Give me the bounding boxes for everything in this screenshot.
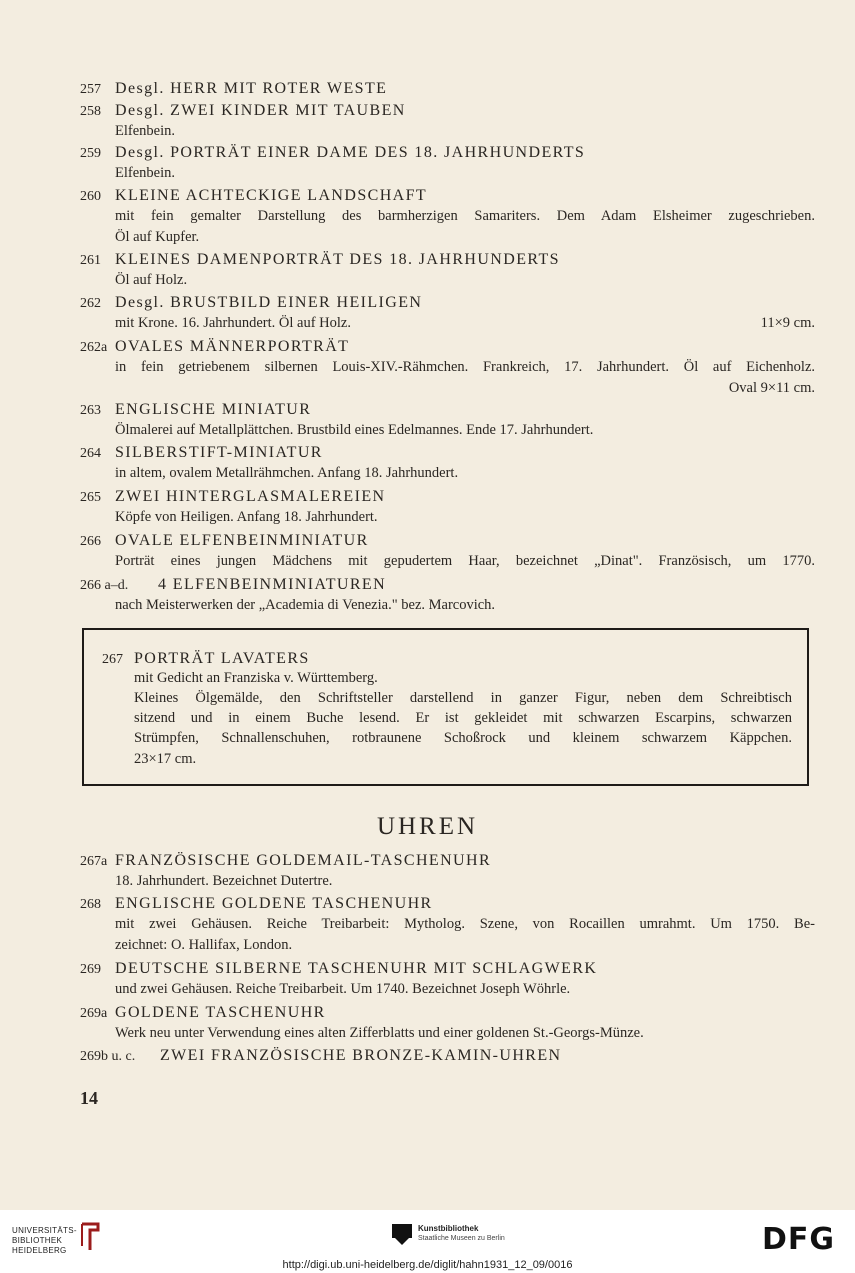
entry-title: 4 ELFENBEINMINIATUREN	[158, 576, 387, 593]
catalog-entry	[80, 852, 815, 892]
entry-description-line: sitzend und in einem Buche lesend. Er ist gekleidet mit schwarzen Escarpins, schwarzen	[134, 710, 792, 726]
entry-title: SILBERSTIFT-MINIATUR	[115, 444, 323, 461]
catalog-entry	[80, 1004, 815, 1044]
entry-title: GOLDENE TASCHENUHR	[115, 1004, 326, 1021]
document-url[interactable]: http://digi.ub.uni-heidelberg.de/diglit/hahn1931_12_09/0016	[282, 1259, 573, 1271]
entry-number: 262a	[80, 340, 108, 355]
catalog-entry	[80, 401, 815, 441]
entry-description: in fein getriebenem silbernen Louis-XIV.-Rähmchen. Frankreich, 17. Jahrhundert. Öl auf Eichenholz.	[115, 359, 815, 375]
entry-description: mit Krone. 16. Jahrhundert. Öl auf Holz.	[115, 315, 351, 331]
entry-title: Desgl. HERR MIT ROTER WESTE	[115, 80, 388, 97]
entry-description: mit fein gemalter Darstellung des barmherzigen Samariters. Dem Adam Elsheimer zugeschrieben.	[115, 208, 815, 224]
entry-number: 268	[80, 897, 101, 912]
entry-number: 269b u. c.	[80, 1049, 136, 1064]
entry-title: ZWEI HINTERGLASMALEREIEN	[115, 488, 386, 505]
entry-number: 262	[80, 296, 101, 311]
entry-number: 266 a–d.	[80, 578, 129, 593]
entry-title: DEUTSCHE SILBERNE TASCHENUHR MIT SCHLAGWERK	[115, 960, 598, 977]
entry-title: FRANZÖSISCHE GOLDEMAIL-TASCHENUHR	[115, 852, 492, 869]
entry-title: Desgl. PORTRÄT EINER DAME DES 18. JAHRHUNDERTS	[115, 144, 586, 161]
university-library-logo-icon	[78, 1220, 102, 1254]
catalog-entry	[80, 1047, 815, 1067]
entry-description: Köpfe von Heiligen. Anfang 18. Jahrhundert.	[115, 509, 378, 525]
entry-title: Desgl. BRUSTBILD EINER HEILIGEN	[115, 294, 423, 311]
entry-size: 23×17 cm.	[134, 751, 197, 767]
catalog-entry	[80, 960, 815, 1000]
entry-description: Werk neu unter Verwendung eines alten Zifferblatts und einer goldenen St.-Georgs-Münze.	[115, 1025, 644, 1041]
logo-line: BIBLIOTHEK	[12, 1236, 63, 1245]
entry-title: OVALES MÄNNERPORTRÄT	[115, 338, 350, 355]
kunstbibliothek-logo-icon	[392, 1224, 412, 1246]
entry-number: 263	[80, 403, 101, 418]
catalog-entry	[80, 895, 815, 955]
entry-description: Elfenbein.	[115, 165, 175, 181]
entry-number: 269a	[80, 1006, 108, 1021]
entry-number: 265	[80, 490, 101, 505]
entry-description: 18. Jahrhundert. Bezeichnet Dutertre.	[115, 873, 333, 889]
catalog-entry	[80, 338, 815, 400]
kunstbibliothek-name: Kunstbibliothek	[418, 1224, 479, 1233]
entry-description: Porträt eines jungen Mädchens mit gepudertem Haar, bezeichnet „Dinat". Französisch, um 1770.	[115, 553, 815, 569]
logo-line: UNIVERSITÄTS-	[12, 1226, 77, 1235]
entry-description: Elfenbein.	[115, 123, 175, 139]
entry-title: ENGLISCHE MINIATUR	[115, 401, 312, 418]
entry-description: und zwei Gehäusen. Reiche Treibarbeit. Um 1740. Bezeichnet Joseph Wöhrle.	[115, 981, 571, 997]
kunstbibliothek-subtitle: Staatliche Museen zu Berlin	[418, 1235, 505, 1242]
entry-description-line: Kleines Ölgemälde, den Schriftsteller darstellend in ganzer Figur, neben dem Schreibtisch	[134, 690, 792, 706]
entry-description: Ölmalerei auf Metallplättchen. Brustbild eines Edelmannes. Ende 17. Jahrhundert.	[115, 422, 594, 438]
catalog-entry	[80, 144, 815, 184]
catalog-entry	[80, 488, 815, 528]
logo-line: HEIDELBERG	[12, 1246, 67, 1255]
entry-description: zeichnet: O. Hallifax, London.	[115, 937, 293, 953]
catalog-entry	[80, 444, 815, 484]
entry-number: 258	[80, 104, 101, 119]
entry-number: 266	[80, 534, 101, 549]
entry-number: 259	[80, 146, 101, 161]
entry-description: Öl auf Holz.	[115, 272, 188, 288]
entry-description: in altem, ovalem Metallrähmchen. Anfang 18. Jahrhundert.	[115, 465, 459, 481]
university-library-logo-text	[12, 1226, 77, 1256]
section-heading: UHREN	[376, 813, 479, 840]
entry-description: mit zwei Gehäusen. Reiche Treibarbeit: Mytholog. Szene, von Rocaillen umrahmt. Um 1750. Be-	[115, 916, 815, 932]
dfg-logo: DFG	[762, 1222, 836, 1257]
entry-number: 267a	[80, 854, 108, 869]
page-number: 14	[80, 1088, 98, 1108]
entry-size: Oval 9×11 cm.	[728, 380, 815, 396]
entry-number: 261	[80, 253, 101, 268]
entry-number: 267	[102, 652, 123, 667]
entry-material: Öl auf Kupfer.	[115, 229, 200, 245]
catalog-entry	[80, 187, 815, 247]
catalog-entry	[80, 576, 815, 616]
entry-size: 11×9 cm.	[760, 315, 815, 331]
entry-title: KLEINE ACHTECKIGE LANDSCHAFT	[115, 187, 428, 204]
catalog-entry	[80, 532, 815, 572]
entry-title: KLEINES DAMENPORTRÄT DES 18. JAHRHUNDERTS	[115, 251, 560, 268]
entry-title: OVALE ELFENBEINMINIATUR	[115, 532, 369, 549]
entry-subtitle: mit Gedicht an Franziska v. Württemberg.	[134, 670, 378, 686]
entry-title: Desgl. ZWEI KINDER MIT TAUBEN	[115, 102, 406, 119]
entry-description-line: Strümpfen, Schnallenschuhen, rotbraunene Schoßrock und kleinem schwarzem Käppchen.	[134, 730, 792, 746]
viewer-footer	[0, 1210, 855, 1273]
entry-description: nach Meisterwerken der „Academia di Venezia." bez. Marcovich.	[115, 597, 496, 613]
highlighted-entry-box	[82, 628, 809, 786]
entry-number: 257	[80, 82, 101, 97]
entry-title: PORTRÄT LAVATERS	[134, 650, 310, 667]
catalog-entry	[80, 251, 815, 291]
catalog-entry	[102, 650, 792, 770]
entry-title: ENGLISCHE GOLDENE TASCHENUHR	[115, 895, 433, 912]
catalog-entry	[80, 102, 815, 142]
entry-title: ZWEI FRANZÖSISCHE BRONZE-KAMIN-UHREN	[160, 1047, 562, 1064]
entry-number: 269	[80, 962, 101, 977]
entry-number: 260	[80, 189, 101, 204]
catalog-entry	[80, 80, 815, 100]
catalog-entry	[80, 294, 815, 334]
entry-number: 264	[80, 446, 101, 461]
